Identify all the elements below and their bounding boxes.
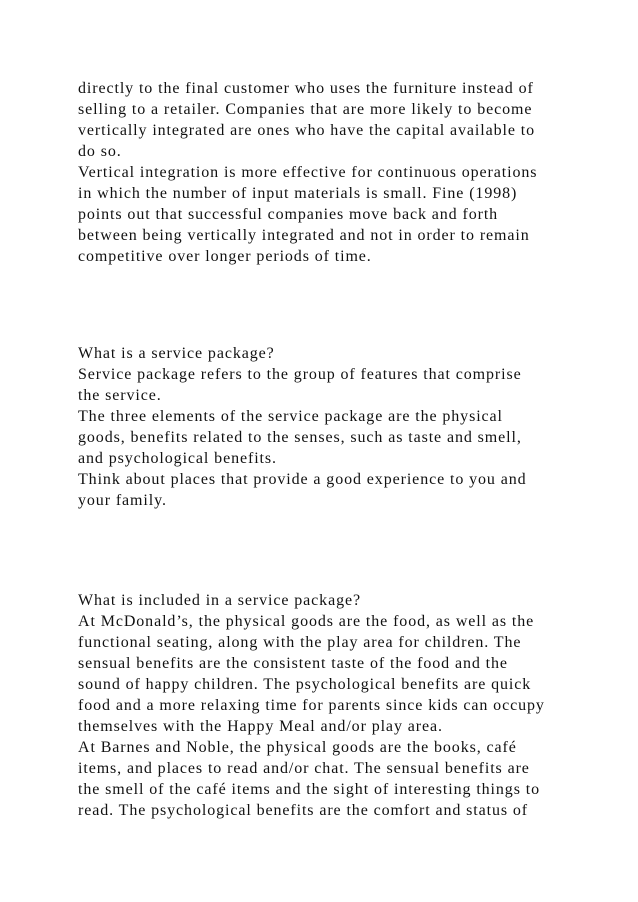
text-line: sensual benefits are the consistent taste of the food and the (78, 655, 508, 672)
text-line: the service. (78, 387, 162, 404)
text-line: Think about places that provide a good experience to you and (78, 471, 527, 488)
section-heading: What is a service package? (78, 345, 275, 362)
text-line: sound of happy children. The psychological benefits are quick (78, 676, 532, 693)
text-line: between being vertically integrated and not in order to remain (78, 227, 530, 244)
text-line: the smell of the café items and the sight of interesting things to (78, 781, 540, 798)
text-line: and psychological benefits. (78, 450, 277, 467)
text-line: directly to the final customer who uses the furniture instead of (78, 80, 534, 97)
service-package-examples (78, 590, 598, 821)
text-line: competitive over longer periods of time. (78, 248, 372, 265)
vertical-integration-text (78, 78, 598, 267)
text-line: Vertical integration is more effective for continuous operations (78, 164, 538, 181)
text-line: At McDonald’s, the physical goods are the food, as well as the (78, 613, 535, 630)
text-line: selling to a retailer. Companies that are more likely to become (78, 101, 533, 118)
text-line: in which the number of input materials is small. Fine (1998) (78, 185, 518, 202)
text-line: themselves with the Happy Meal and/or play area. (78, 718, 443, 735)
text-line: functional seating, along with the play area for children. The (78, 634, 522, 651)
text-line: items, and places to read and/or chat. The sensual benefits are (78, 760, 530, 777)
text-line: goods, benefits related to the senses, such as taste and smell, (78, 429, 522, 446)
text-line: vertically integrated are ones who have the capital available to (78, 122, 535, 139)
text-line: read. The psychological benefits are the comfort and status of (78, 802, 529, 819)
text-line: food and a more relaxing time for parents since kids can occupy (78, 697, 545, 714)
text-line: do so. (78, 143, 122, 160)
service-package-definition (78, 343, 598, 511)
text-line: points out that successful companies move back and forth (78, 206, 499, 223)
text-line: Service package refers to the group of features that comprise (78, 366, 522, 383)
text-line: your family. (78, 492, 167, 509)
section-heading: What is included in a service package? (78, 592, 361, 609)
text-line: At Barnes and Noble, the physical goods are the books, café (78, 739, 517, 756)
text-line: The three elements of the service package are the physical (78, 408, 503, 425)
